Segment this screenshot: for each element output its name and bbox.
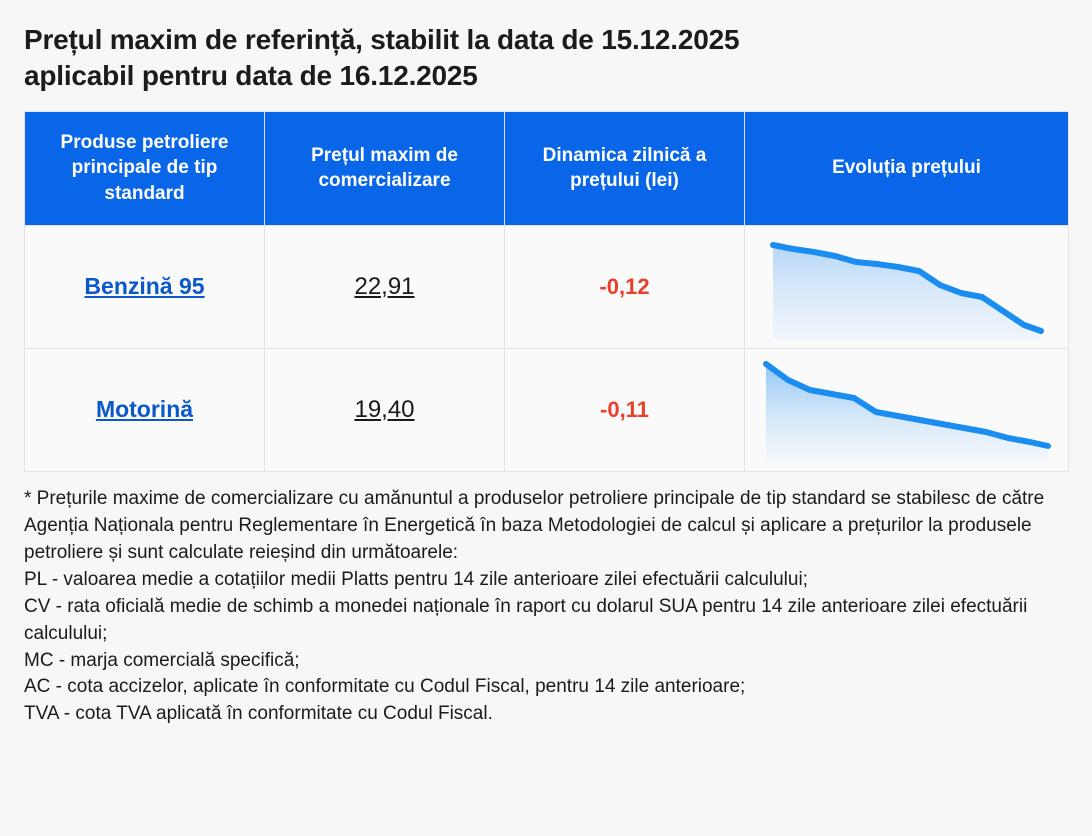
sparkline-motorina: [753, 349, 1060, 471]
column-header-price-evolution: Evoluția prețului: [745, 111, 1069, 225]
cell-price-evolution: [745, 225, 1069, 348]
column-header-price: Prețul maxim de comercializare: [265, 111, 505, 225]
column-header-product: Produse petroliere principale de tip standard: [25, 111, 265, 225]
table-header-row: [25, 111, 1069, 225]
delta-value-benzina-95: -0,12: [599, 273, 650, 299]
cell-product: [25, 225, 265, 348]
footnote-ac: AC - cota accizelor, aplicate în conformitate cu Codul Fiscal, pentru 14 zile anterioare;: [24, 676, 746, 698]
price-value-motorina: 19,40: [354, 395, 415, 423]
cell-daily-change: [505, 225, 745, 348]
product-link-benzina-95[interactable]: Benzină 95: [84, 273, 205, 300]
cell-price-evolution: [745, 348, 1069, 471]
cell-price: [265, 348, 505, 471]
sparkline-benzina-95: [753, 226, 1060, 348]
footnote-tva: TVA - cota TVA aplicată în conformitate cu Codul Fiscal.: [24, 703, 493, 725]
footnote-intro: * Prețurile maxime de comercializare cu amănuntul a produselor petroliere principale de tip standard se stabilesc de către Agenția Naționala pentru Reglementare în Energetică în baza Metodologiei de calcul și aplicare a prețurilor la produsele petroliere și sunt calculate reieșind din următoarele:: [24, 487, 1045, 563]
cell-daily-change: [505, 348, 745, 471]
column-header-daily-change: Dinamica zilnică a prețului (lei): [505, 111, 745, 225]
fuel-price-table: [24, 111, 1069, 472]
table-row: [25, 348, 1069, 471]
table-row: [25, 225, 1069, 348]
page-title-line-1: Prețul maxim de referință, stabilit la data de 15.12.2025: [24, 24, 740, 55]
page-title: [24, 22, 1068, 95]
cell-price: [265, 225, 505, 348]
footnote-cv: CV - rata oficială medie de schimb a monedei naționale în raport cu dolarul SUA pentru 14 zile anterioare zilei efectuării calculului;: [24, 595, 1028, 644]
price-value-benzina-95: 22,91: [354, 272, 415, 300]
cell-product: [25, 348, 265, 471]
delta-value-motorina: -0,11: [600, 396, 649, 422]
page-title-line-2: aplicabil pentru data de 16.12.2025: [24, 60, 478, 92]
footnote-pl: PL - valoarea medie a cotațiilor medii Platts pentru 14 zile anterioare zilei efectuării calculului;: [24, 568, 808, 590]
footnote-mc: MC - marja comercială specifică;: [24, 649, 300, 671]
product-link-motorina[interactable]: Motorină: [95, 396, 194, 423]
footnotes: [24, 486, 1068, 729]
